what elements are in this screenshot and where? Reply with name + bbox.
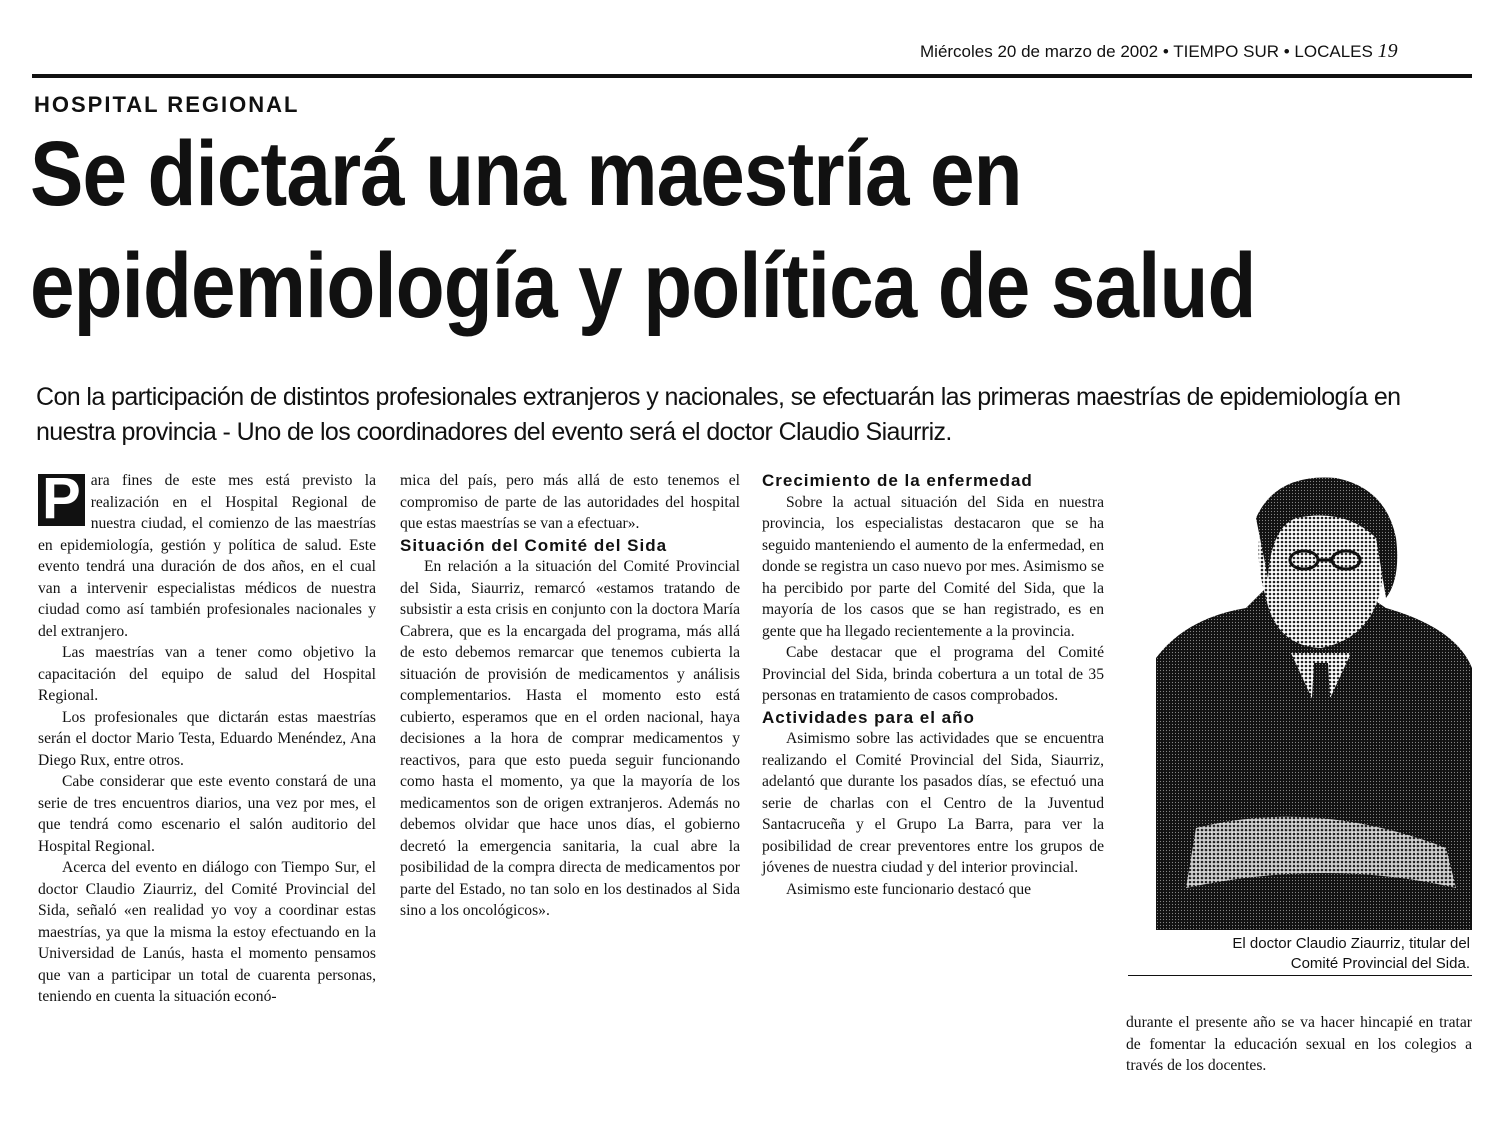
- page-number: 19: [1377, 40, 1398, 62]
- section-label: HOSPITAL REGIONAL: [34, 92, 300, 117]
- page-header: [920, 40, 1480, 63]
- paragraph: Los profesionales que dictarán estas maestrías serán el doctor Mario Testa, Eduardo Menéndez, Ana Diego Rux, entre otros.: [38, 708, 376, 769]
- headline: [30, 118, 1283, 342]
- headline-line-2: epidemiología y política de salud: [30, 235, 1256, 337]
- caption-line-1: El doctor Claudio Ziaurriz, titular del: [1232, 935, 1470, 952]
- drop-cap: P: [38, 474, 85, 526]
- headline-line-1: Se dictará una maestría en: [30, 123, 1022, 225]
- article-column-4: [1126, 1012, 1472, 1077]
- header-rule: [32, 74, 1472, 78]
- article-column-1: [38, 466, 376, 1008]
- article-column-3: [762, 470, 1104, 900]
- paragraph: En relación a la situación del Comité Provincial del Sida, Siaurriz, remarcó «estamos tratando de subsistir a esta crisis en conjunto con la doctora María Cabrera, que es la encargada del programa, más allá de esto debemos remarcar que tenemos cubierta la situación de provisión de medicamentos y análisis complementarios. Hasta el momento esto está cubierto, esperamos que en el orden nacional, haya decisiones a la hora de comprar medicamentos y reactivos, para que esto pueda seguir funcionando como hasta el momento, ya que la mayoría de los medicamentos son de origen extranjeros. Además no debemos olvidar que hace unos días, el gobierno decretó la emergencia sanitaria, la cual abre la posibilidad de la compra directa de medicamentos por parte del Estado, no tan solo en los destinados al Sida sino a los oncológicos».: [400, 558, 740, 919]
- paragraph: Asimismo sobre las actividades que se encuentra realizando el Comité Provincial del Sida, Siaurriz, adelantó que durante los pasados días, se efectuó una serie de charlas con el Centro de la Juventud Santacruceña y el Grupo La Barra, para ver la posibilidad de crear preventores entre los grupos de jóvenes de nuestra ciudad y del interior provincial.: [762, 730, 1104, 876]
- paragraph: P ara fines de este mes está previsto la realización en el Hospital Regional de nuestra ciudad, el comienzo de las maestrías en epidemiología, gestión y política de salud. Este evento tendrá una duración de dos años, en el cual van a intervenir especialistas médicos de nuestra ciudad como así también profesionales nacionales y del extranjero.: [38, 466, 376, 640]
- paragraph: Las maestrías van a tener como objetivo la capacitación del equipo de salud del Hospital Regional.: [38, 644, 376, 704]
- paragraph: durante el presente año se va hacer hincapié en tratar de fomentar la educación sexual en los colegios a través de los docentes.: [1126, 1014, 1472, 1074]
- paragraph: Cabe destacar que el programa del Comité Provincial del Sida, brinda cobertura a un total de 35 personas en tratamiento de casos comprobados.: [762, 644, 1104, 704]
- paragraph: Asimismo este funcionario destacó que: [786, 880, 1032, 898]
- paragraph: Sobre la actual situación del Sida en nuestra provincia, los especialistas destacaron que se ha seguido manteniendo el aumento de la enfermedad, en donde se registra un caso nuevo por mes. Asimismo se ha percibido por parte del Comité del Sida, que la mayoría de los casos que se han registrado, es en gente que ha llegado recientemente a la provincia.: [762, 493, 1104, 640]
- paragraph: Acerca del evento en diálogo con Tiempo Sur, el doctor Claudio Ziaurriz, del Comité Provincial del Sida, señaló «en realidad yo voy a coordinar estas maestrías, ya que la misma la estoy efectuando en la Universidad de Lanús, hasta el momento pensamos que van a participar un total de cuarenta personas, teniendo en cuenta la situación econó-: [38, 859, 376, 1005]
- subheading: Crecimiento de la enfermedad: [762, 471, 1033, 490]
- article-column-2: [400, 470, 740, 922]
- subheading: Actividades para el año: [762, 707, 975, 727]
- caption-line-2: Comité Provincial del Sida.: [1290, 955, 1470, 972]
- portrait-photo: [1156, 468, 1472, 930]
- paragraph: mica del país, pero más allá de esto tenemos el compromiso de parte de las autoridades del hospital que estas maestrías se van a efectuar».: [400, 472, 740, 532]
- paragraph: Cabe considerar que este evento constará de una serie de tres encuentros diarios, una vez por mes, el que tendrá como escenario el salón auditorio del Hospital Regional.: [38, 773, 376, 855]
- caption-rule: [1128, 975, 1472, 976]
- subheading: Situación del Comité del Sida: [400, 535, 668, 555]
- photo-caption: [1130, 934, 1470, 974]
- deck-summary: Con la participación de distintos profesionales extranjeros y nacionales, se efectuarán las primeras maestrías de epidemiología en nuestra provincia - Uno de los coordinadores del evento será el doctor Claudio Siaurriz.: [36, 383, 1401, 446]
- dateline: Miércoles 20 de marzo de 2002 • TIEMPO SUR • LOCALES: [920, 42, 1373, 61]
